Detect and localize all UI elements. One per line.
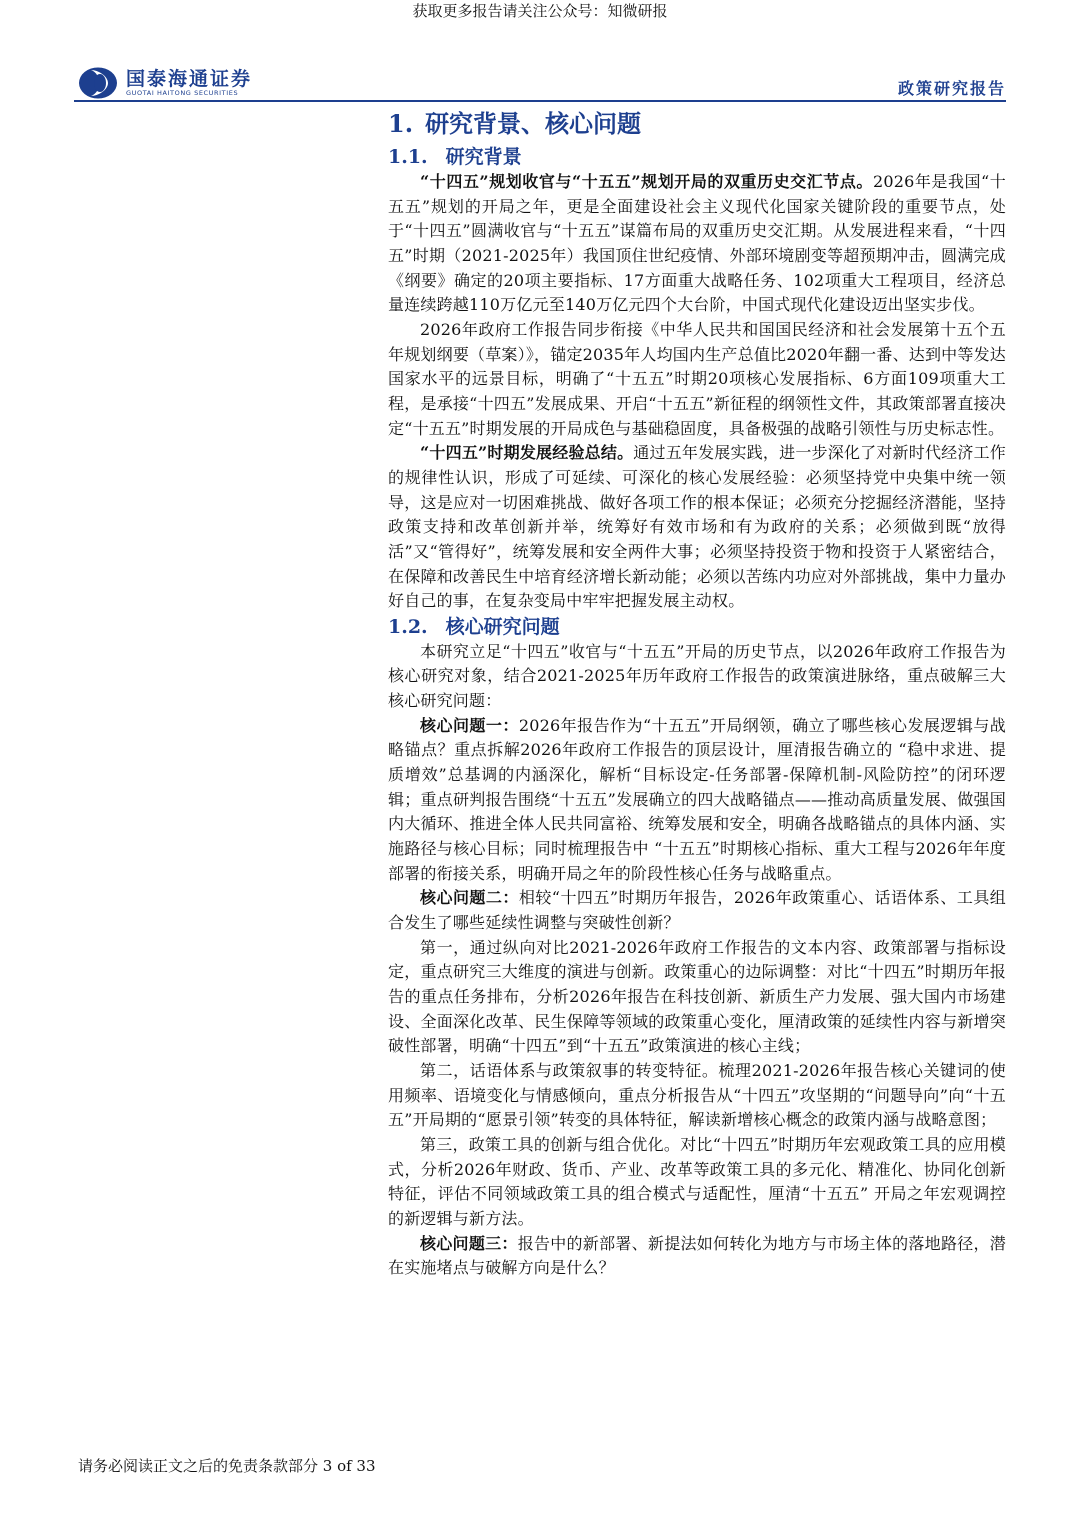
- logo-english-name: GUOTAI HAITONG SECURITIES: [126, 88, 239, 97]
- paragraph-text: 本研究立足“十四五”收官与“十五五”开局的历史节点，以2026年政府工作报告为核心研究对象，结合2021-2025年历年政府工作报告的政策演进脉络，重点破解三大核心研究问题：: [388, 641, 1006, 711]
- page-footer: 请务必阅读正文之后的免责条款部分 3 of 33: [78, 1457, 376, 1475]
- paragraph-text: 2026年政府工作报告同步衔接《中华人民共和国国民经济和社会发展第十五个五年规划纲要（草案）》，锚定2035年人均国内生产总值比2020年翻一番、达到中等发达国家水平的远景目标，明确了“十五五”时期20项核心发展指标、6方面109项重大工程，是承接“十四五”发展成果、开启“十五五”新征程的纲领性文件，其政策部署直接决定“十五五”时期发展的开局成色与基础稳固度，具备极强的战略引领性与历史标志性。: [388, 319, 1006, 438]
- paragraph: [388, 441, 1006, 614]
- paragraph: [388, 1133, 1006, 1232]
- paragraph-text: 通过五年发展实践，进一步深化了对新时代经济工作的规律性认识，形成了可延续、可深化的核心发展经验：必须坚持党中央集中统一领导，这是应对一切困难挑战、做好各项工作的根本保证；必须充分挖掘经济潜能，坚持政策支持和改革创新并举，统筹好有效市场和有为政府的关系；必须做到既“放得活”又“管得好”，统筹发展和安全两件大事；必须坚持投资于物和投资于人紧密结合，在保障和改善民生中培育经济增长新动能；必须以苦练内功应对外部挑战，集中力量办好自己的事，在复杂变局中牢牢把握发展主动权。: [388, 443, 1006, 611]
- section-title: 研究背景: [445, 146, 522, 168]
- section-number: 1.2.: [388, 615, 428, 638]
- paragraph-lead: “十四五”时期发展经验总结。: [420, 443, 634, 463]
- paragraph: [388, 318, 1006, 441]
- main-content: [388, 106, 1006, 1281]
- company-logo: [78, 66, 252, 100]
- page-header: [74, 62, 1006, 102]
- paragraph: [388, 714, 1006, 887]
- paragraph-text: 2026年是我国“十五五”规划的开局之年，更是全面建设社会主义现代化国家关键阶段的重要节点，处于“十四五”圆满收官与“十五五”谋篇布局的双重历史交汇期。从发展进程来看，“十四五”时期（2021-2025年）我国顶住世纪疫情、外部环境剧变等超预期冲击，圆满完成《纲要》确定的20项主要指标、17方面重大战略任务、102项重大工程项目，经济总量连续跨越110万亿元至140万亿元四个大台阶，中国式现代化建设迈出坚实步伐。: [388, 172, 1006, 315]
- section-title: 核心研究问题: [445, 615, 560, 638]
- section-title: 研究背景、核心问题: [425, 109, 642, 138]
- paragraph: [388, 170, 1006, 318]
- paragraph: [388, 640, 1006, 714]
- paragraph-text: 第三，政策工具的创新与组合优化。对比“十四五”时期历年宏观政策工具的应用模式，分析2026年财政、货币、产业、改革等政策工具的多元化、精准化、协同化创新特征，评估不同领域政策工具的组合模式与适配性，厘清“十五五” 开局之年宏观调控的新逻辑与新方法。: [388, 1134, 1006, 1228]
- paragraph-lead: “十四五”规划收官与“十五五”规划开局的双重历史交汇节点。: [420, 172, 873, 191]
- paragraph: [388, 886, 1006, 935]
- paragraph-text: 报告中的新部署、新提法如何转化为地方与市场主体的落地路径，潜在实施堵点与破解方向是什么？: [388, 1233, 1006, 1278]
- subsection-heading-1-1: [388, 144, 1006, 170]
- paragraph-lead: 核心问题三：: [420, 1233, 518, 1253]
- paragraph-lead: 核心问题二：: [420, 888, 519, 908]
- logo-mark-icon: [78, 66, 118, 100]
- paragraph-text: 第二，话语体系与政策叙事的转变特征。梳理2021-2026年报告核心关键词的使用频率、语境变化与情感倾向，重点分析报告从“十四五”攻坚期的“问题导向”向“十五五”开局期的“愿景引领”转变的具体特征，解读新增核心概念的政策内涵与战略意图；: [388, 1060, 1006, 1130]
- header-divider: [74, 100, 1006, 102]
- report-type-label: 政策研究报告: [897, 79, 1006, 98]
- section-number: 1.1.: [388, 146, 428, 168]
- paragraph-text: 第一，通过纵向对比2021-2026年政府工作报告的文本内容、政策部署与指标设定，重点研究三大维度的演进与创新。政策重心的边际调整：对比“十四五”时期历年报告的重点任务排布，分析2026年报告在科技创新、新质生产力发展、强大国内市场建设、全面深化改革、民生保障等领域的政策重心变化，厘清政策的延续性内容与新增突破性部署，明确“十四五”到“十五五”政策演进的核心主线；: [388, 937, 1006, 1056]
- logo-chinese-name: 国泰海通证券: [126, 67, 253, 90]
- paragraph-lead: 核心问题一：: [420, 715, 519, 735]
- section-heading-1: [388, 106, 1006, 142]
- section-number: 1.: [388, 109, 414, 138]
- paragraph-text: 2026年报告作为“十五五”开局纲领，确立了哪些核心发展逻辑与战略锚点？重点拆解2026年政府工作报告的顶层设计，厘清报告确立的 “稳中求进、提质增效”总基调的内涵深化，解析“目标设定-任务部署-保障机制-风险防控”的闭环逻辑；重点研判报告围绕“十五五”发展确立的四大战略锚点——推动高质量发展、做强国内大循环、推进全体人民共同富裕、统筹发展和安全，明确各战略锚点的具体内涵、实施路径与核心目标；同时梳理报告中 “十五五”时期核心指标、重大工程与2026年年度部署的衔接关系，明确开局之年的阶段性核心任务与战略重点。: [388, 715, 1006, 883]
- paragraph: [388, 1059, 1006, 1133]
- paragraph-text: 相较“十四五”时期历年报告，2026年政策重心、话语体系、工具组合发生了哪些延续性调整与突破性创新？: [388, 888, 1006, 933]
- paragraph: [388, 936, 1006, 1059]
- paragraph: [388, 1232, 1006, 1281]
- top-promo-note: 获取更多报告请关注公众号：知微研报: [412, 2, 668, 20]
- subsection-heading-1-2: [388, 614, 1006, 640]
